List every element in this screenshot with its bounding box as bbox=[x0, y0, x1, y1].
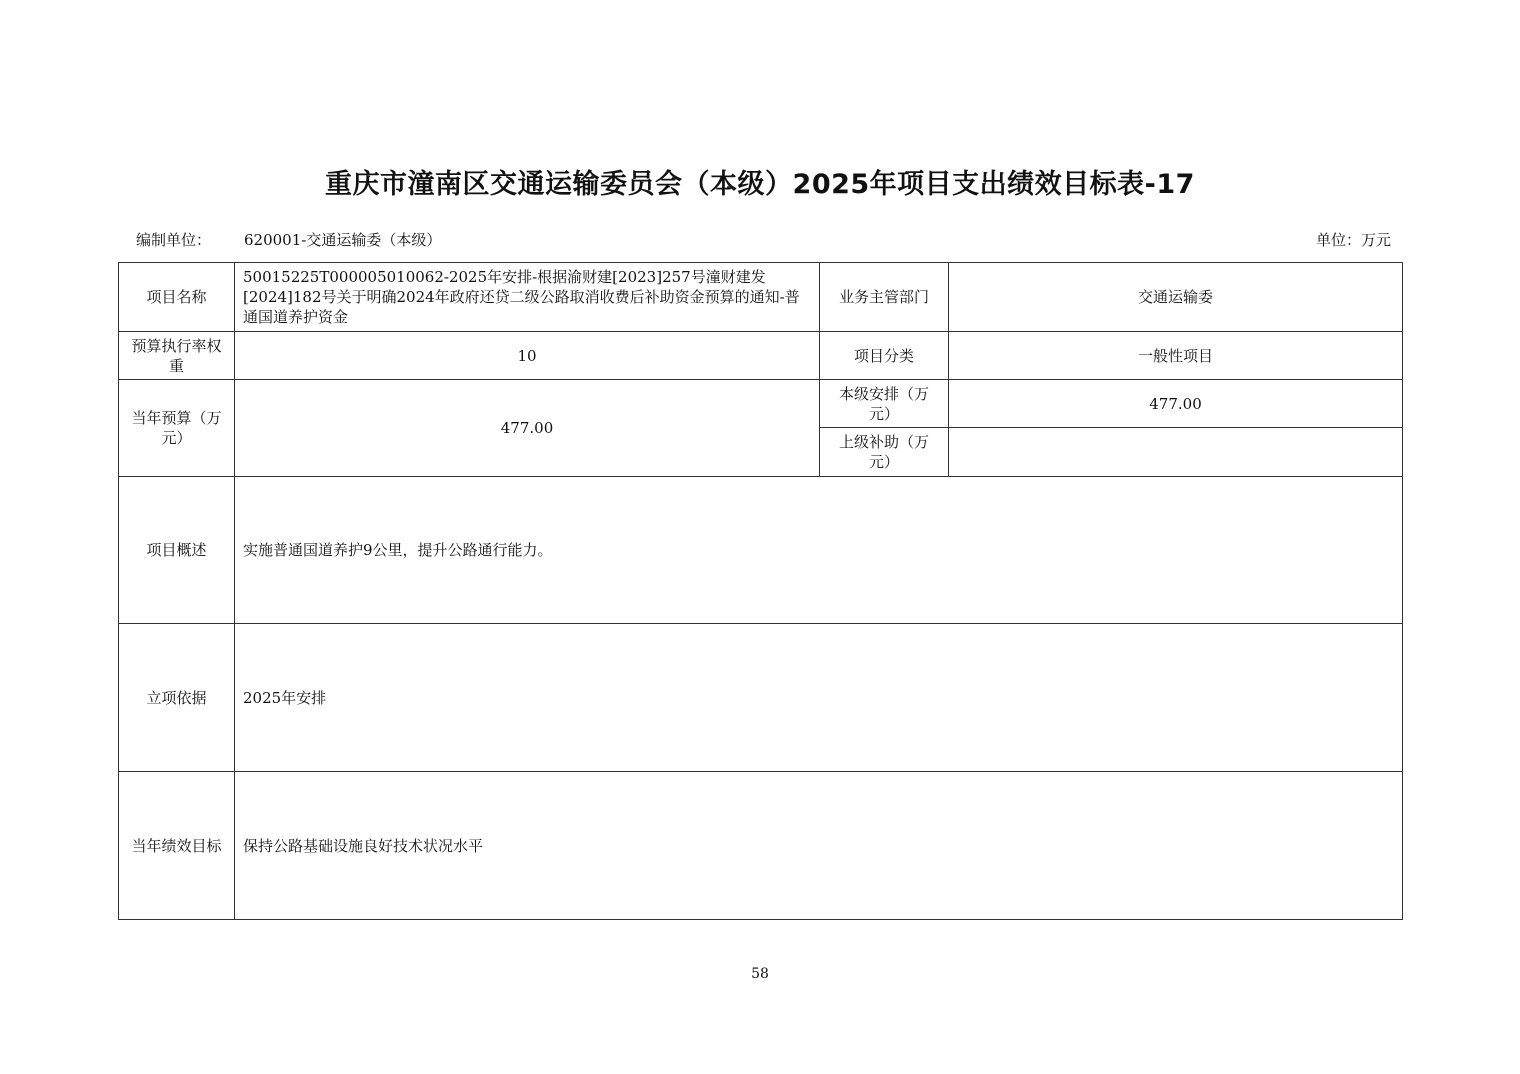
local-arrangement-value: 477.00 bbox=[949, 380, 1403, 428]
goal-label: 当年绩效目标 bbox=[119, 772, 235, 920]
dept-label: 业务主管部门 bbox=[820, 263, 949, 332]
budget-value: 477.00 bbox=[235, 380, 820, 477]
table-row bbox=[119, 624, 1403, 772]
weight-label: 预算执行率权重 bbox=[119, 332, 235, 380]
table-row bbox=[119, 477, 1403, 624]
compiling-unit-value: 620001-交通运输委（本级） bbox=[244, 231, 442, 249]
basis-label: 立项依据 bbox=[119, 624, 235, 772]
dept-value: 交通运输委 bbox=[949, 263, 1403, 332]
performance-table bbox=[118, 262, 1403, 920]
project-name-label: 项目名称 bbox=[119, 263, 235, 332]
table-row bbox=[119, 263, 1403, 332]
page-title: 重庆市潼南区交通运输委员会（本级）2025年项目支出绩效目标表-17 bbox=[325, 169, 1195, 200]
superior-subsidy-value bbox=[949, 428, 1403, 477]
table-row bbox=[119, 332, 1403, 380]
category-value: 一般性项目 bbox=[949, 332, 1403, 380]
currency-unit: 单位：万元 bbox=[1315, 231, 1391, 249]
table-row bbox=[119, 380, 1403, 428]
category-label: 项目分类 bbox=[820, 332, 949, 380]
superior-subsidy-label: 上级补助（万元） bbox=[820, 428, 949, 477]
page-number: 58 bbox=[751, 966, 769, 982]
local-arrangement-label: 本级安排（万元） bbox=[820, 380, 949, 428]
budget-label: 当年预算（万元） bbox=[119, 380, 235, 477]
overview-label: 项目概述 bbox=[119, 477, 235, 624]
overview-value: 实施普通国道养护9公里，提升公路通行能力。 bbox=[235, 477, 1403, 624]
basis-value: 2025年安排 bbox=[235, 624, 1403, 772]
weight-value: 10 bbox=[235, 332, 820, 380]
goal-value: 保持公路基础设施良好技术状况水平 bbox=[235, 772, 1403, 920]
project-name-value: 50015225T000005010062-2025年安排-根据渝财建[2023]257号潼财建发[2024]182号关于明确2024年政府还贷二级公路取消收费后补助资金预算的通知-普通国道养护资金 bbox=[235, 263, 820, 332]
table-row bbox=[119, 772, 1403, 920]
compiling-unit-label: 编制单位： bbox=[136, 231, 212, 249]
